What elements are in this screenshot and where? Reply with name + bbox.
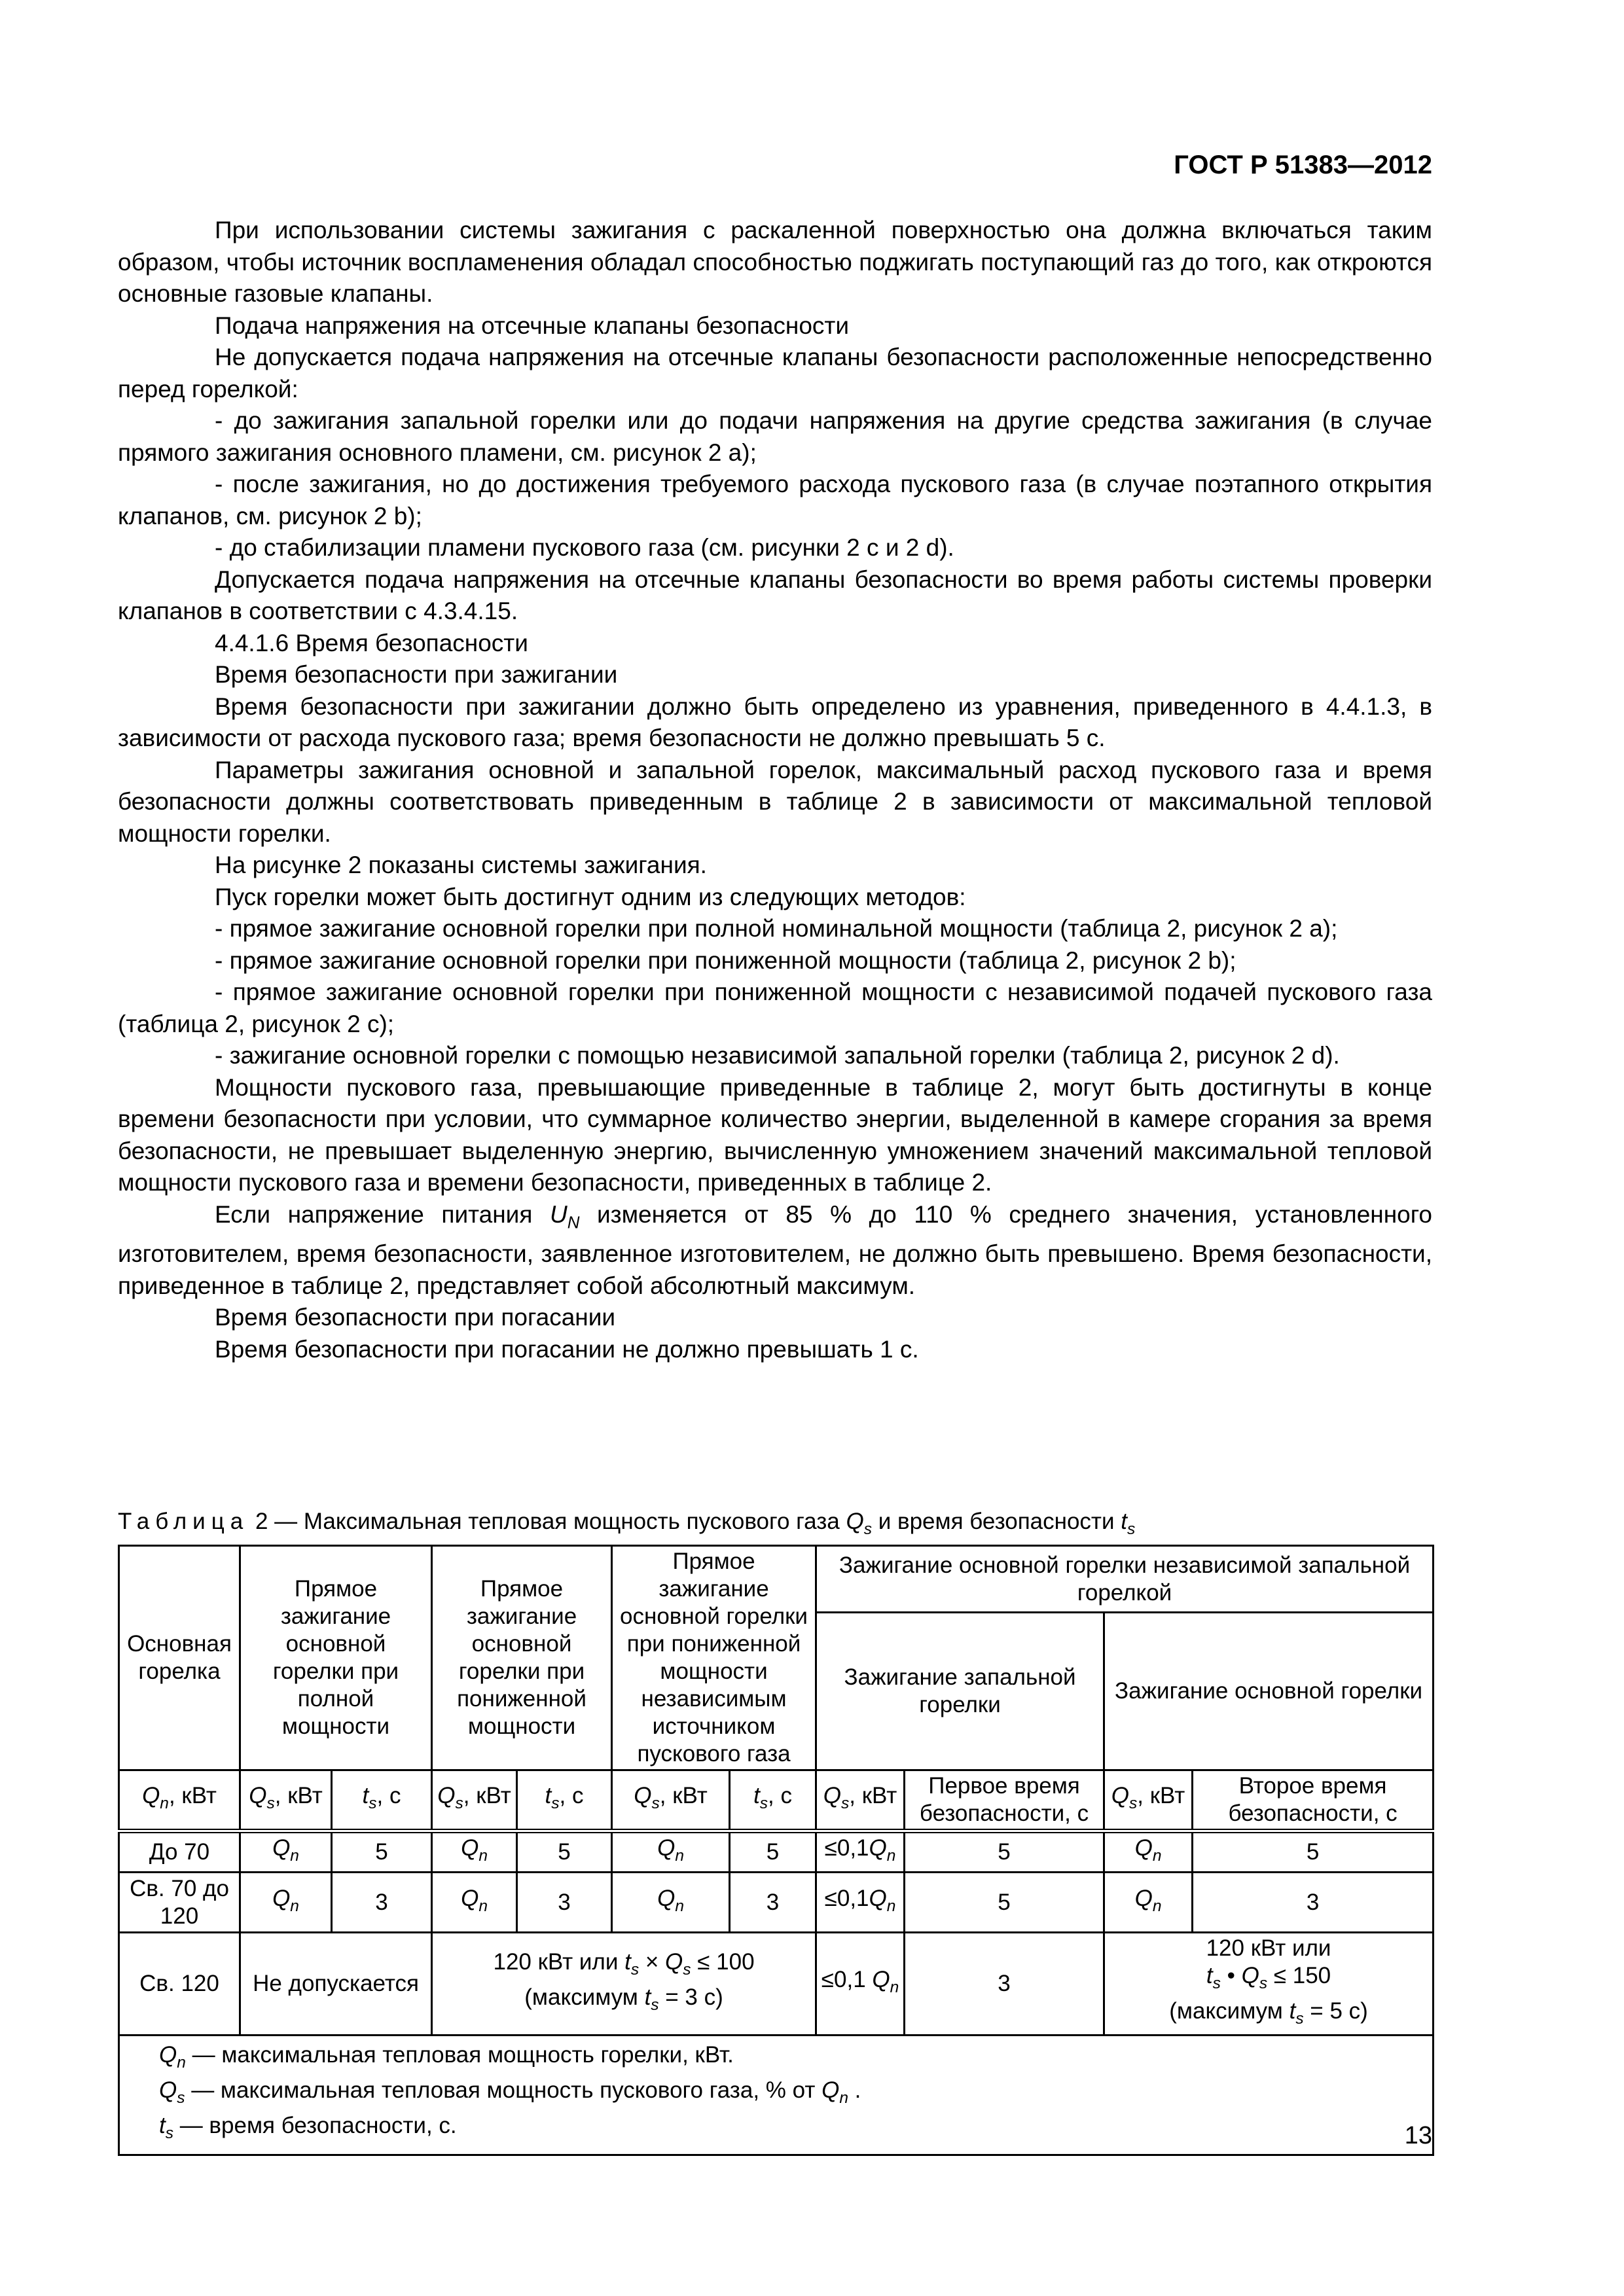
unit-cell: $Q_s$, кВт — [240, 1770, 332, 1831]
unit-cell: $Q_n$, кВт — [119, 1770, 240, 1831]
page-number: 13 — [1404, 2122, 1432, 2149]
merged-cell: 120 кВт или $t_s$ • $Q_s \le 150$ (максимум $t_s = 5$ с) — [1104, 1933, 1434, 2036]
table-row: До 70 $Q_n$ 5 $Q_n$ 5 $Q_n$ 5 $\le 0,1Q_n$ 5 $Q_n$ 5 — [119, 1831, 1434, 1873]
table-header-row — [119, 1546, 1434, 1613]
paragraph: - до стабилизации пламени пускового газа (см. рисунки 2 с и 2 d). — [215, 534, 954, 561]
list-item: - зажигание основной горелки с помощью независимой запальной горелки (таблица 2, рисунок 2 d). — [215, 1042, 1340, 1069]
unit-cell: Второе время безопасности, с — [1193, 1770, 1434, 1831]
section-heading: 4.4.1.6 Время безопасности — [215, 629, 528, 656]
header-main-burner: Основная горелка — [119, 1546, 240, 1770]
paragraph: Не допускается подача напряжения на отсечные клапаны безопасности расположенные непосредственно перед горелкой: — [118, 344, 1432, 403]
list-item: - прямое зажигание основной горелки при пониженной мощности (таблица 2, рисунок 2 b); — [215, 946, 1236, 974]
paragraph: При использовании системы зажигания с раскаленной поверхностью она должна включаться таким образом, чтобы источник воспламенения обладал способностью поджигать поступающий газ до того, как откроются основные газовые клапаны. — [118, 217, 1432, 307]
header-pilot-group: Зажигание основной горелки независимой запальной горелкой — [816, 1546, 1434, 1613]
paragraph: Допускается подача напряжения на отсечные клапаны безопасности во время работы системы проверки клапанов в соответствии с 4.3.4.15. — [118, 565, 1432, 624]
voltage-symbol: $U_N$ — [549, 1200, 580, 1232]
table-caption: Таблица 2 — Максимальная тепловая мощность пускового газа $Q_s$ и время безопасности $t_s$ — [118, 1509, 1136, 1538]
note-line: $Q_s$ — максимальная тепловая мощность пускового газа, % от $Q_n$ . — [159, 2077, 861, 2107]
paragraph: Время безопасности при погасании — [215, 1304, 616, 1331]
ignition-table — [118, 1545, 1434, 2156]
list-item: - прямое зажигание основной горелки при полной номинальной мощности (таблица 2, рисунок 2 а); — [215, 915, 1338, 942]
paragraph: Время безопасности при зажигании должно быть определено из уравнения, приведенного в 4.4.1.3, в зависимости от расхода пускового газа; время безопасности не должно превышать 5 с. — [118, 692, 1432, 751]
header-main-ignition: Зажигание основной горелки — [1104, 1613, 1434, 1770]
unit-cell: $t_s$, с — [730, 1770, 816, 1831]
note-line: $t_s$ — время безопасности, с. — [159, 2113, 457, 2142]
table-notes — [119, 2036, 1434, 2155]
body-text — [118, 215, 1432, 1365]
paragraph: - после зажигания, но до достижения требуемого расхода пускового газа (в случае поэтапного открытия клапанов, см. рисунок 2 b); — [118, 471, 1432, 529]
unit-cell: $Q_s$, кВт — [432, 1770, 517, 1831]
merged-cell: 120 кВт или $t_s \times Q_s \le 100$ (максимум $t_s = 3$ с) — [432, 1933, 816, 2036]
header-pilot-ignition: Зажигание запальной горелки — [816, 1613, 1104, 1770]
unit-cell: $Q_s$, кВт — [816, 1770, 905, 1831]
paragraph-voltage: Если напряжение питания $U_N$ изменяется от 85 % до 110 % среднего значения, установленного изготовителем, время безопасности, заявленное изготовителем, не должно быть превышено. Время безопасности, приведенное в таблице 2, представляет собой абсолютный максимум. — [118, 1200, 1433, 1299]
paragraph: Подача напряжения на отсечные клапаны безопасности — [215, 312, 850, 339]
document-id: ГОСТ Р 51383—2012 — [1174, 151, 1432, 179]
paragraph: Пуск горелки может быть достигнут одним из следующих методов: — [215, 883, 966, 910]
paragraph: Время безопасности при зажигании — [215, 661, 618, 688]
unit-cell: Первое время безопасности, с — [905, 1770, 1104, 1831]
paragraph: Мощности пускового газа, превышающие приведенные в таблице 2, могут быть достигнуты в конце времени безопасности при условии, что суммарное количество энергии, выделенной в камере сгорания за время безопасности, не превышает выделенную энергию, вычисленную умножением значений максимальной тепловой мощности пускового газа и времени безопасности, приведенных в таблице 2. — [118, 1073, 1432, 1196]
unit-cell: $Q_s$, кВт — [1104, 1770, 1193, 1831]
list-item: - прямое зажигание основной горелки при пониженной мощности с независимой подачей пускового газа (таблица 2, рисунок 2 с); — [118, 978, 1432, 1037]
paragraph: Параметры зажигания основной и запальной горелок, максимальный расход пускового газа и время безопасности должны соответствовать приведенным в таблице 2 в зависимости от максимальной тепловой мощности горелки. — [118, 756, 1432, 847]
table-row: Св. 70 до 120 $Q_n$ 3 $Q_n$ 3 $Q_n$ 3 $\le 0,1Q_n$ 5 $Q_n$ 3 — [119, 1873, 1434, 1933]
header-direct-reduced: Прямое зажигание основной горелки при пониженной мощности — [432, 1546, 612, 1770]
unit-cell: $t_s$, с — [332, 1770, 432, 1831]
unit-cell: $t_s$, с — [517, 1770, 612, 1831]
paragraph: - до зажигания запальной горелки или до подачи напряжения на другие средства зажигания (в случае прямого зажигания основного пламени, см. рисунок 2 а); — [118, 407, 1432, 466]
header-direct-full: Прямое зажигание основной горелки при полной мощности — [240, 1546, 432, 1770]
table-units-row — [119, 1770, 1434, 1831]
paragraph: Время безопасности при погасании не должно превышать 1 с. — [215, 1335, 919, 1363]
table-notes-row — [119, 2036, 1434, 2155]
table-row: Св. 120 Не допускается 120 кВт или $t_s \times Q_s \le 100$ (максимум $t_s = 3$ с) ≤0,1 $Q_n$ 3 120 кВт или $t_s$ • $Q_s \le 150$ (максимум $t_s = 5$ с) — [119, 1933, 1434, 2036]
note-line: $Q_n$ — максимальная тепловая мощность горелки, кВт. — [159, 2042, 734, 2072]
paragraph: На рисунке 2 показаны системы зажигания. — [215, 852, 707, 878]
header-direct-independent: Прямое зажигание основной горелки при пониженной мощности независимым источником пускового газа — [612, 1546, 816, 1770]
unit-cell: $Q_s$, кВт — [612, 1770, 730, 1831]
